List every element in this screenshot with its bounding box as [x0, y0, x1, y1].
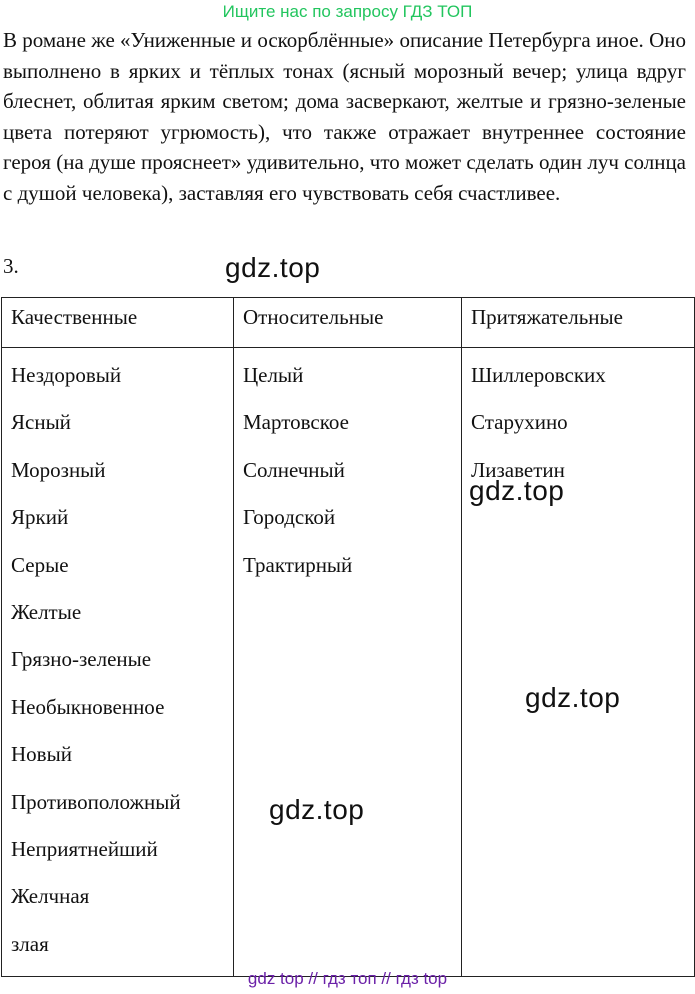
list-item: Новый — [11, 742, 72, 767]
list-item: Старухино — [471, 410, 568, 435]
body-paragraph: В романе же «Униженные и оскорблённые» описание Петербурга иное. Оно выполнено в ярких и тёплых тонах (ясный морозный вечер; улица вдруг блеснет, облитая ярким светом; дома засверкают, желтые и грязно-зеленые цвета потеряют угрюмость), что также отражает внутреннее состояние героя (на душе прояснеет» удивительно, что может сделать один луч солнца с душой человека), заставляя его чувствовать себя счастливее. — [3, 28, 686, 205]
list-item: Желчная — [11, 884, 90, 909]
table-header-row — [2, 298, 695, 348]
table-body-row — [2, 348, 695, 977]
list-item: злая — [11, 931, 49, 956]
list-item: Противоположный — [11, 789, 181, 814]
list-item: Городской — [243, 505, 336, 530]
list-item: Солнечный — [243, 457, 345, 482]
header-relative: Относительные — [234, 298, 462, 348]
list-item: Грязно-зеленые — [11, 647, 152, 672]
list-item: Ясный — [11, 410, 71, 435]
header-possessive: Притяжательные — [462, 298, 695, 348]
watermark: gdz.top — [225, 252, 321, 283]
list-item: Шиллеровских — [471, 363, 606, 387]
watermark: gdz.top — [525, 682, 621, 713]
list-item: Морозный — [11, 457, 106, 482]
qualitative-column — [2, 348, 234, 977]
top-banner-link[interactable]: Ищите нас по запросу ГДЗ ТОП — [222, 2, 473, 21]
relative-column — [234, 348, 462, 977]
list-item: Нездоровый — [11, 363, 122, 387]
adjectives-table — [1, 297, 695, 977]
list-item: Яркий — [11, 505, 69, 530]
list-item: Неприятнейший — [11, 836, 158, 861]
section-number: 3. — [3, 254, 19, 278]
header-qualitative: Качественные — [2, 298, 234, 348]
watermark: gdz.top — [269, 794, 365, 825]
watermark: gdz.top — [469, 475, 565, 506]
list-item: Необыкновенное — [11, 694, 165, 719]
list-item: Мартовское — [243, 410, 349, 435]
list-item: Желтые — [11, 599, 82, 624]
list-item: Трактирный — [243, 552, 353, 577]
list-item: Серые — [11, 552, 69, 577]
list-item: Лизаветин — [471, 457, 565, 482]
list-item: Целый — [243, 363, 304, 387]
footer-links[interactable]: gdz top // гдз топ // гдз top — [247, 969, 448, 988]
possessive-column — [462, 348, 695, 977]
